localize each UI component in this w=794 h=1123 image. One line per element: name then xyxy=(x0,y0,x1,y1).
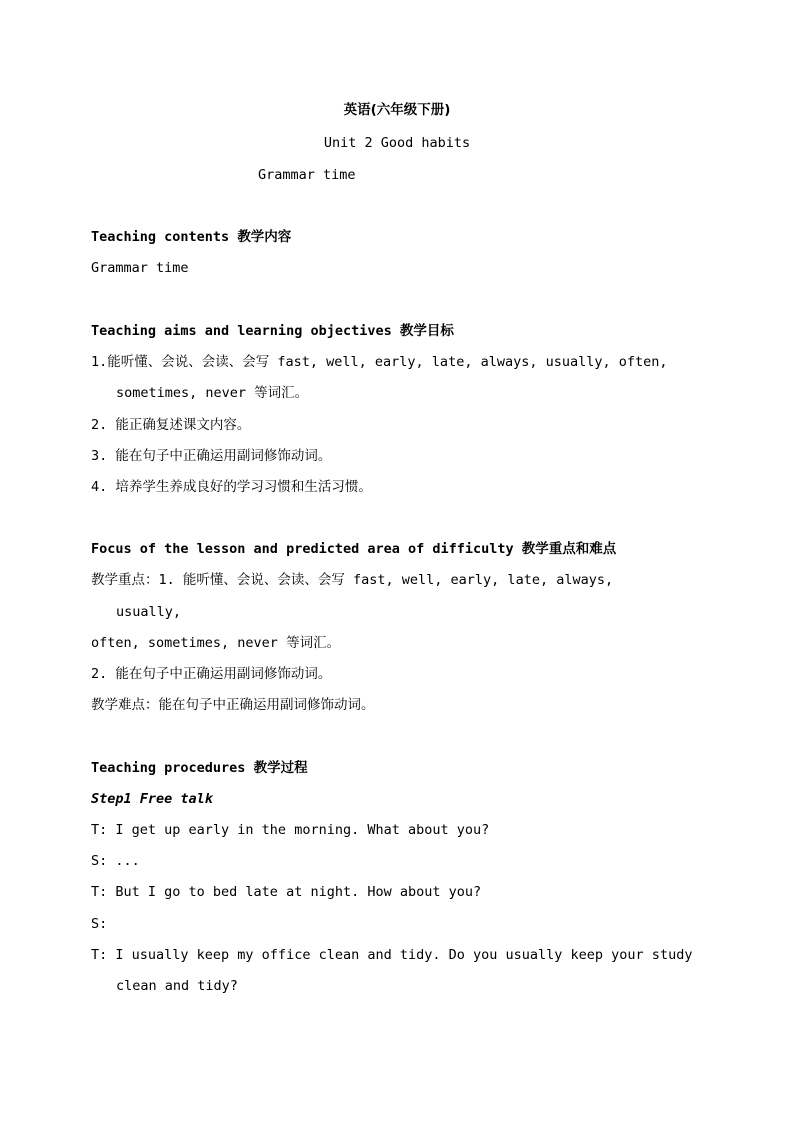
aims-item: sometimes, never 等词汇。 xyxy=(116,385,309,401)
unit-title: Unit 2 Good habits xyxy=(323,135,471,151)
aims-item: 2. 能正确复述课文内容。 xyxy=(91,417,251,433)
focus-heading xyxy=(91,540,616,558)
aims-heading-en: Teaching aims and learning objectives xyxy=(91,323,392,339)
focus-line: usually, xyxy=(116,604,182,620)
dialogue-line: clean and tidy? xyxy=(116,978,238,994)
contents-heading-zh: 教学内容 xyxy=(237,229,292,245)
document-title: 英语(六年级下册) xyxy=(343,102,451,118)
focus-line: 教学重点：1. 能听懂、会说、会读、会写 fast, well, early, late, always, xyxy=(91,572,614,588)
dialogue-line: T: I get up early in the morning. What about you? xyxy=(91,822,490,838)
focus-line: 2. 能在句子中正确运用副词修饰动词。 xyxy=(91,666,332,682)
focus-line: 教学难点：能在句子中正确运用副词修饰动词。 xyxy=(91,697,375,713)
focus-heading-zh: 教学重点和难点 xyxy=(521,541,617,557)
focus-line: often, sometimes, never 等词汇。 xyxy=(91,635,341,651)
focus-heading-en: Focus of the lesson and predicted area of difficulty xyxy=(91,541,514,557)
dialogue-line: T: I usually keep my office clean and tidy. Do you usually keep your study xyxy=(91,947,693,963)
aims-heading-zh: 教学目标 xyxy=(399,323,454,339)
contents-text: Grammar time xyxy=(91,260,189,276)
aims-heading xyxy=(91,322,454,340)
contents-heading xyxy=(91,228,291,246)
aims-item: 3. 能在句子中正确运用副词修饰动词。 xyxy=(91,448,332,464)
step-title: Step1 Free talk xyxy=(91,791,213,807)
procedures-heading xyxy=(91,759,308,777)
procedures-heading-en: Teaching procedures xyxy=(91,760,246,776)
dialogue-line: S: xyxy=(91,916,108,932)
aims-item: 4. 培养学生养成良好的学习习惯和生活习惯。 xyxy=(91,479,372,495)
lesson-title: Grammar time xyxy=(258,167,356,183)
procedures-heading-zh: 教学过程 xyxy=(253,760,308,776)
dialogue-line: S: ... xyxy=(91,853,140,869)
dialogue-line: T: But I go to bed late at night. How about you? xyxy=(91,884,482,900)
aims-item: 1.能听懂、会说、会读、会写 fast, well, early, late, always, usually, often, xyxy=(91,354,668,370)
contents-heading-en: Teaching contents xyxy=(91,229,230,245)
